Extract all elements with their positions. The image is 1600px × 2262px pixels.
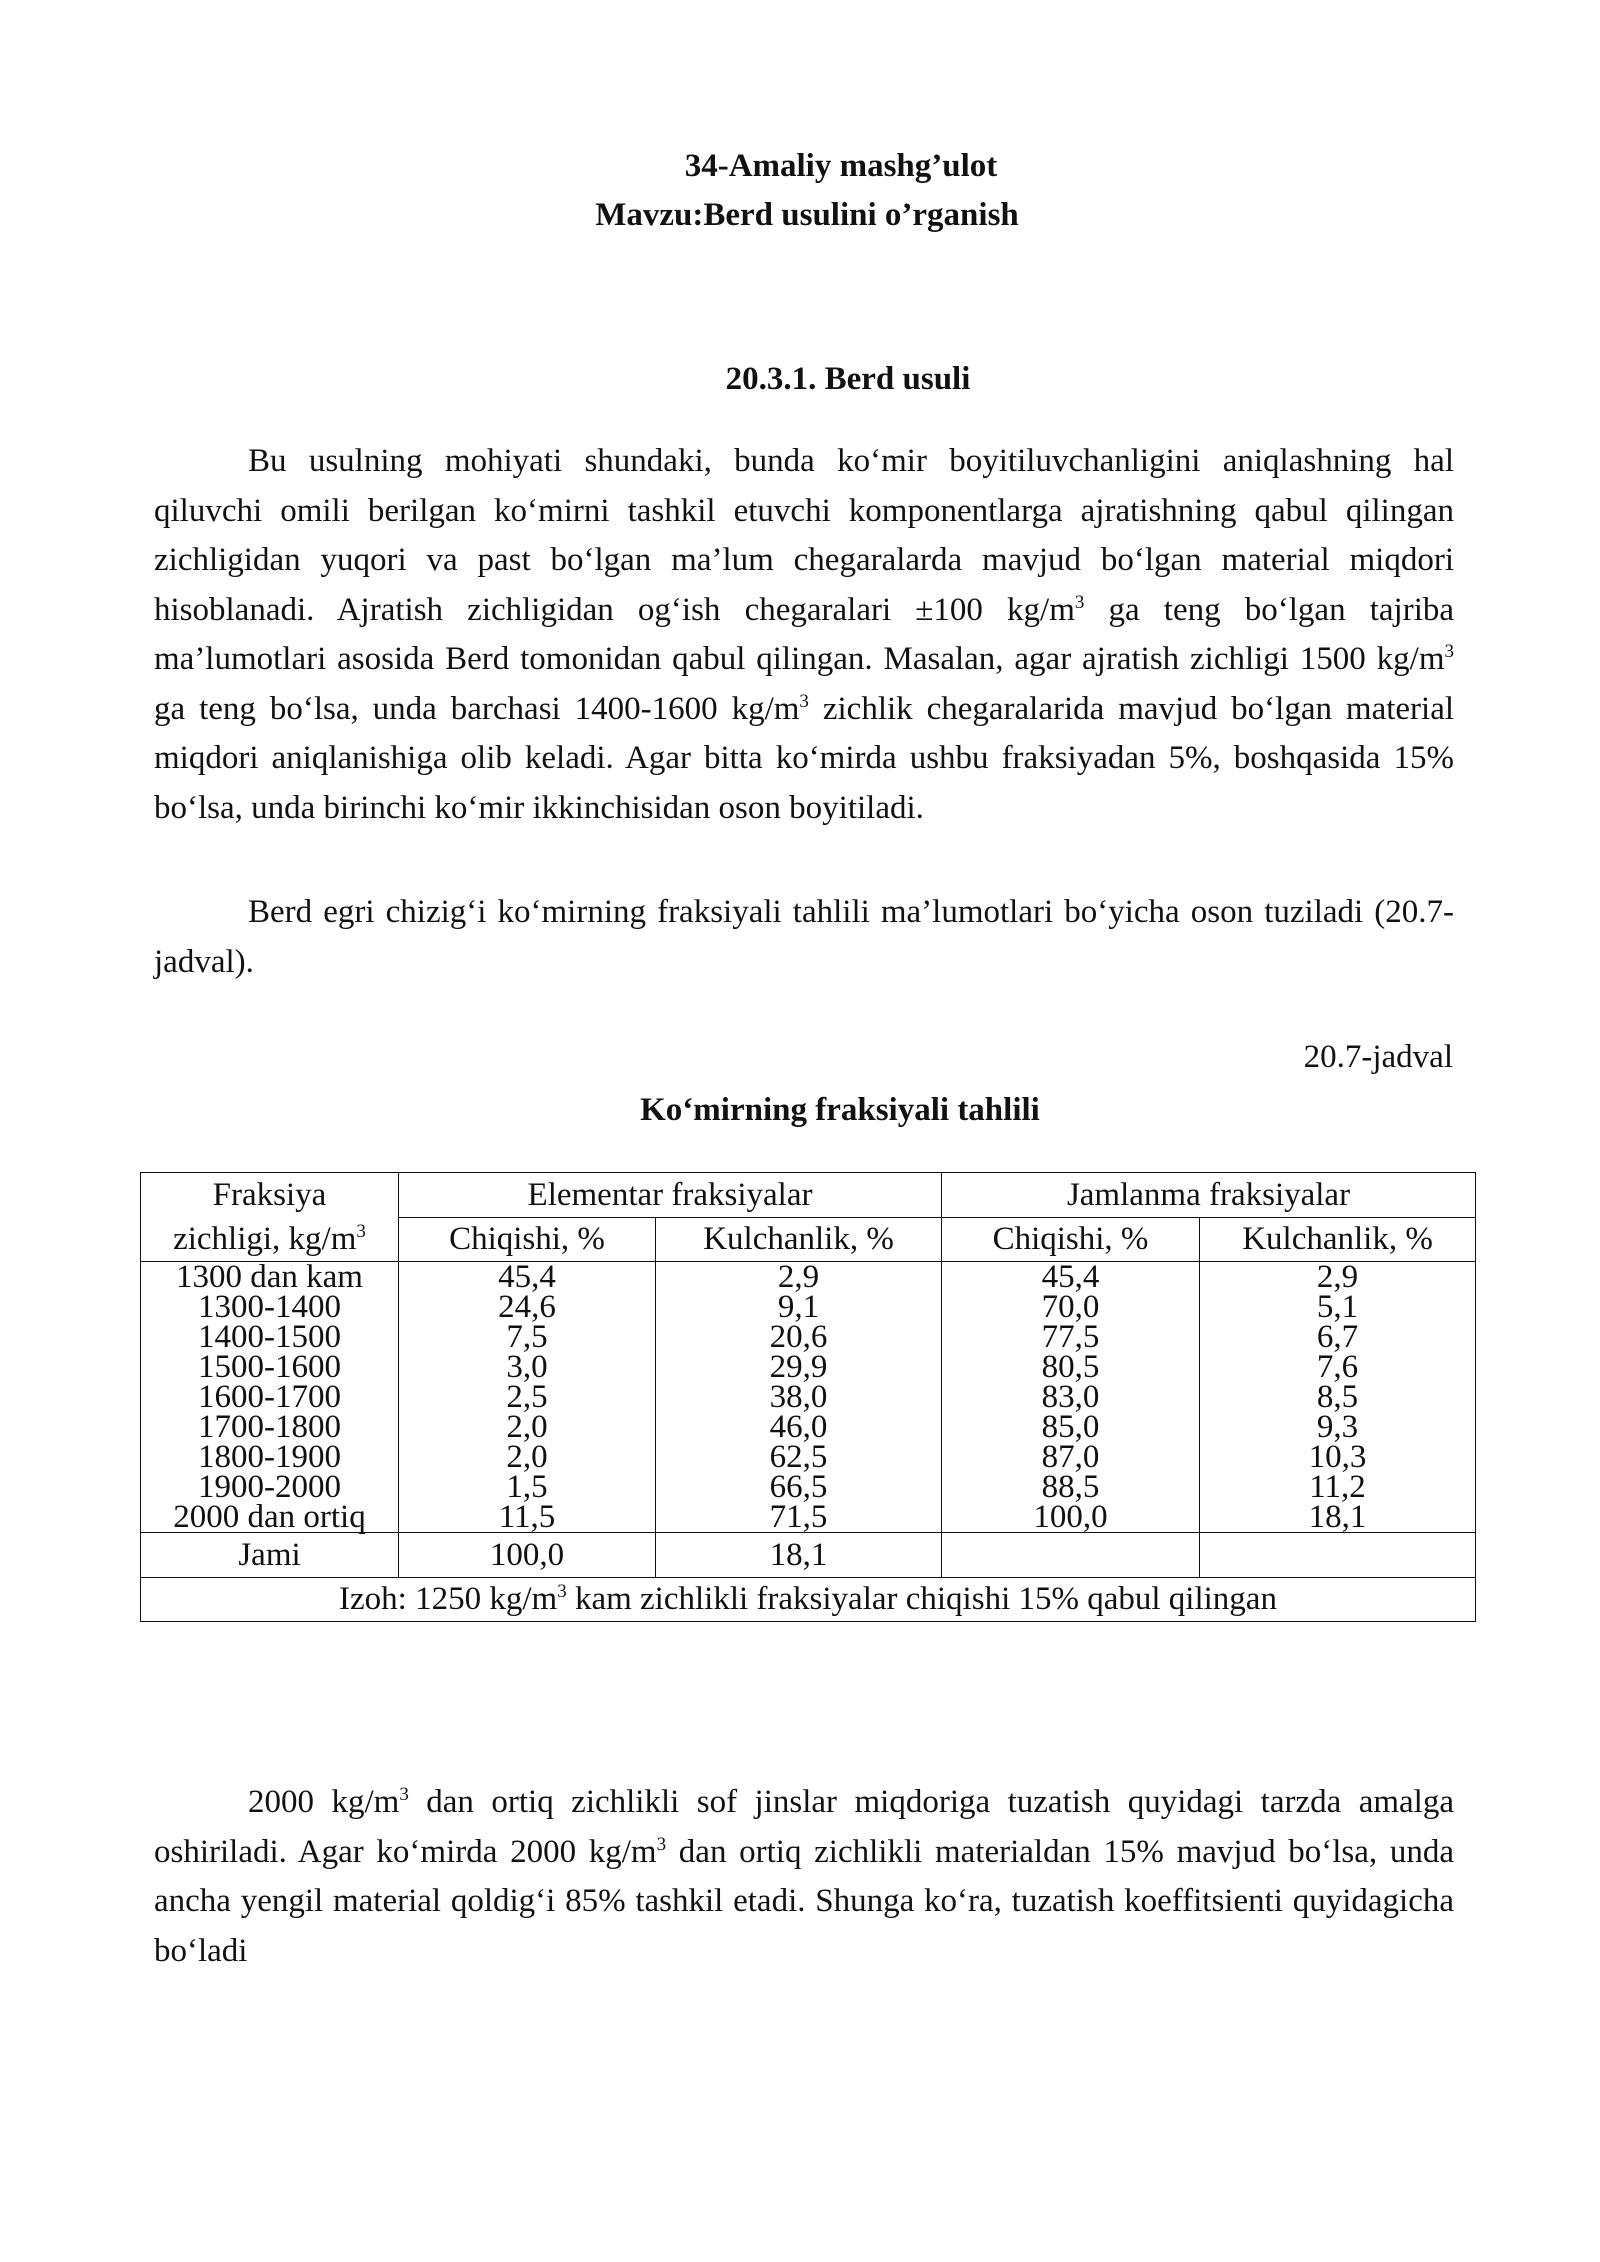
table-cell: 18,1	[1200, 1502, 1476, 1533]
superscript: 3	[356, 1221, 366, 1242]
table-cell: 2,0	[399, 1412, 656, 1442]
table-cell: 9,3	[1200, 1412, 1476, 1442]
table-row	[141, 1292, 1476, 1322]
table-cell: 2000 dan ortiq	[141, 1502, 399, 1533]
table-cell: 1500-1600	[141, 1352, 399, 1382]
table-row	[141, 1382, 1476, 1412]
table-title: Ko‘mirning fraksiyali tahlili	[640, 1092, 1040, 1128]
table-cell: 45,4	[399, 1262, 656, 1293]
paragraph-intro	[154, 437, 1454, 833]
table-cell: 20,6	[656, 1322, 942, 1352]
table-cell: 1700-1800	[141, 1412, 399, 1442]
table-cell: 1800-1900	[141, 1442, 399, 1472]
table-cell: 11,2	[1200, 1472, 1476, 1502]
table-cell: 2,0	[399, 1442, 656, 1472]
table-cell: 62,5	[656, 1442, 942, 1472]
page-subtitle: Mavzu:Berd usulini o’rganish	[595, 197, 1019, 233]
header-fraksiya-line2	[141, 1217, 399, 1262]
table-header-row	[141, 1173, 1476, 1218]
table-cell: 3,0	[399, 1352, 656, 1382]
table-row	[141, 1502, 1476, 1533]
table-cell: 29,9	[656, 1352, 942, 1382]
table-cell: 1900-2000	[141, 1472, 399, 1502]
paragraph-text: dan ortiq zichlikli materialdan 15% mavjud bo‘lsa, unda ancha yengil material qoldig‘i 85% tashkil etadi. Shunga ko‘ra, tuzatish koeffitsienti quyidagicha bo‘ladi	[154, 1833, 1454, 1969]
table-cell: 70,0	[942, 1292, 1200, 1322]
table-cell: 7,6	[1200, 1352, 1476, 1382]
paragraph-berd-curve	[154, 888, 1454, 987]
paragraph-text: dan ortiq zichlikli sof jinslar miqdoriga tuzatish quyidagi tarzda amalga oshiriladi. Agar ko‘mirda 2000 kg/m	[154, 1784, 1454, 1870]
table-note-row	[141, 1577, 1476, 1622]
header-elementar-chiqishi: Chiqishi, %	[399, 1217, 656, 1262]
header-jamlanma-chiqishi: Chiqishi, %	[942, 1217, 1200, 1262]
table-cell	[1200, 1533, 1476, 1578]
table-cell: 87,0	[942, 1442, 1200, 1472]
table-cell: 66,5	[656, 1472, 942, 1502]
paragraph-text: zichlik chegaralarida mavjud bo‘lgan material miqdori aniqlanishiga olib keladi. Agar bitta ko‘mirda ushbu fraksiyadan 5%, boshqasida 15% bo‘lsa, unda birinchi ko‘mir ikkinchisidan oson boyitiladi.	[154, 690, 1455, 826]
table-cell: 88,5	[942, 1472, 1200, 1502]
note-text: Izoh: 1250 kg/m	[339, 1581, 558, 1618]
table-cell: 7,5	[399, 1322, 656, 1352]
table-subheader-row	[141, 1217, 1476, 1262]
header-elementar-group: Elementar fraksiyalar	[399, 1173, 942, 1218]
table-cell: 8,5	[1200, 1382, 1476, 1412]
table-cell: 83,0	[942, 1382, 1200, 1412]
header-jamlanma-kulchanlik: Kulchanlik, %	[1200, 1217, 1476, 1262]
superscript: 3	[557, 1581, 567, 1603]
table-cell: Jami	[141, 1533, 399, 1578]
table-row	[141, 1412, 1476, 1442]
superscript: 3	[799, 690, 809, 712]
table-cell: 1300-1400	[141, 1292, 399, 1322]
superscript: 3	[399, 1784, 409, 1805]
table-row	[141, 1472, 1476, 1502]
table-cell: 6,7	[1200, 1322, 1476, 1352]
paragraph-text: ga teng bo‘lsa, unda barchasi 1400-1600 kg/m	[154, 690, 800, 727]
table-cell: 100,0	[942, 1502, 1200, 1533]
paragraph-correction	[154, 1778, 1454, 1976]
table-cell: 2,5	[399, 1382, 656, 1412]
table-cell: 77,5	[942, 1322, 1200, 1352]
section-heading: 20.3.1. Berd usuli	[725, 361, 971, 397]
paragraph-text: ga teng bo‘lgan tajriba ma’lumotlari asosida Berd tomonidan qabul qilingan. Masalan, agar ajratish zichligi 1500 kg/m	[154, 591, 1455, 677]
table-cell: 38,0	[656, 1382, 942, 1412]
superscript: 3	[656, 1833, 667, 1855]
table-row	[141, 1442, 1476, 1472]
table-cell: 45,4	[942, 1262, 1200, 1293]
page-title: 34-Amaliy mashg’ulot	[684, 148, 998, 184]
table-cell: 5,1	[1200, 1292, 1476, 1322]
table-cell: 1,5	[399, 1472, 656, 1502]
table-note	[141, 1577, 1476, 1622]
fraction-analysis-table	[140, 1172, 1476, 1622]
table-cell: 18,1	[656, 1533, 942, 1578]
table-cell: 2,9	[656, 1262, 942, 1293]
table-cell: 2,9	[1200, 1262, 1476, 1293]
paragraph-text: Berd egri chizig‘i ko‘mirning fraksiyali tahlili ma’lumotlari bo‘yicha oson tuziladi (20.7-jadval).	[154, 894, 1454, 980]
table-cell: 46,0	[656, 1412, 942, 1442]
table-total-row	[141, 1533, 1476, 1578]
table-cell: 24,6	[399, 1292, 656, 1322]
table-row	[141, 1352, 1476, 1382]
superscript: 3	[1074, 591, 1085, 613]
table-cell: 71,5	[656, 1502, 942, 1533]
superscript: 3	[1444, 641, 1454, 662]
table-cell: 1400-1500	[141, 1322, 399, 1352]
table-cell: 80,5	[942, 1352, 1200, 1382]
table-cell: 10,3	[1200, 1442, 1476, 1472]
table-cell	[942, 1533, 1200, 1578]
header-fraksiya-unit: zichligi, kg/m	[173, 1221, 357, 1257]
table-cell: 100,0	[399, 1533, 656, 1578]
header-jamlanma-group: Jamlanma fraksiyalar	[942, 1173, 1476, 1218]
table-cell: 9,1	[656, 1292, 942, 1322]
table-cell: 1300 dan kam	[141, 1262, 399, 1293]
table-row	[141, 1262, 1476, 1293]
table-cell: 85,0	[942, 1412, 1200, 1442]
table-row	[141, 1322, 1476, 1352]
header-fraksiya-line1: Fraksiya	[141, 1173, 399, 1218]
paragraph-text: Bu usulning mohiyati shundaki, bunda ko‘mir boyitiluvchanligini aniqlashning hal qiluvchi omili berilgan ko‘mirni tashkil etuvchi komponentlarga ajratishning qabul qilingan zichligidan yuqori va past bo‘lgan ma’lum chegaralarda mavjud bo‘lgan material miqdori hisoblanadi. Ajratish zichligidan og‘ish chegaralari ±100 kg/m	[154, 443, 1454, 628]
note-text: kam zichlikli fraksiyalar chiqishi 15% qabul qilingan	[566, 1581, 1277, 1618]
header-elementar-kulchanlik: Kulchanlik, %	[656, 1217, 942, 1262]
table-cell: 1600-1700	[141, 1382, 399, 1412]
table-cell: 11,5	[399, 1502, 656, 1533]
table-number-label: 20.7-jadval	[1303, 1039, 1453, 1075]
paragraph-text: 2000 kg/m	[248, 1784, 400, 1820]
